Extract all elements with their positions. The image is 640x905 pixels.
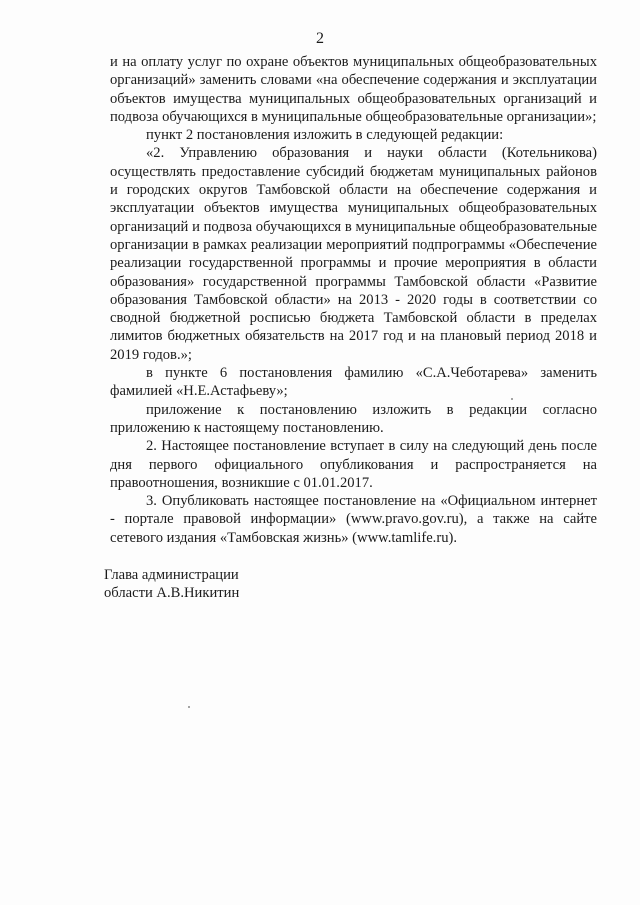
scan-speck [511, 398, 513, 400]
paragraph-item-2-text: «2. Управлению образования и науки области (Котельникова) осуществлять предоставление субсидий бюджетам муниципальных районов и городских округов Тамбовской области на обеспечение содержания и эксплуатации объектов имущества муниципальных общеобразовательных организаций и подвоза обучающихся в муниципальные общеобразовательные организации в рамках реализации мероприятий подпрограммы «Обеспечение реализации государственной программы и прочие мероприятия в области образования» государственной программы Тамбовской области «Развитие образования Тамбовской области» на 2013 - 2020 годы в соответствии со сводной бюджетной росписью бюджета Тамбовской области в пределах лимитов бюджетных обязательств на 2017 год и на плановый период 2018 и 2019 годов.»; [110, 145, 597, 363]
paragraph-item-6-change: в пункте 6 постановления фамилию «С.А.Чеботарева» заменить фамилией «Н.Е.Астафьеву»; [110, 365, 597, 400]
page-number: 2 [316, 30, 324, 47]
paragraph-continuation: и на оплату услуг по охране объектов муниципальных общеобразовательных организаций» заменить словами «на обеспечение содержания и эксплуатации объектов имущества муниципальных общеобразовательных организаций и подвоза обучающихся в муниципальные общеобразовательные организации»; [110, 54, 597, 125]
paragraph-appendix: приложение к постановлению изложить в редакции согласно приложению к настоящему постановлению. [110, 401, 597, 436]
paragraph-clause-2: 2. Настоящее постановление вступает в силу на следующий день после дня первого официального опубликования и распространяется на правоотношения, возникшие с 01.01.2017. [110, 438, 597, 491]
signature-title: Глава администрации [104, 567, 239, 583]
scan-speck [188, 706, 190, 708]
signature-block [104, 566, 239, 602]
signature-name: области А.В.Никитин [104, 585, 240, 601]
document-body [110, 53, 597, 547]
paragraph-clause-3: 3. Опубликовать настоящее постановление на «Официальном интернет - портале правовой информации» (www.pravo.gov.ru), а также на сайте сетевого издания «Тамбовская жизнь» (www.tamlife.ru). [110, 493, 597, 546]
paragraph-item-2-intro: пункт 2 постановления изложить в следующей редакции: [146, 127, 504, 144]
